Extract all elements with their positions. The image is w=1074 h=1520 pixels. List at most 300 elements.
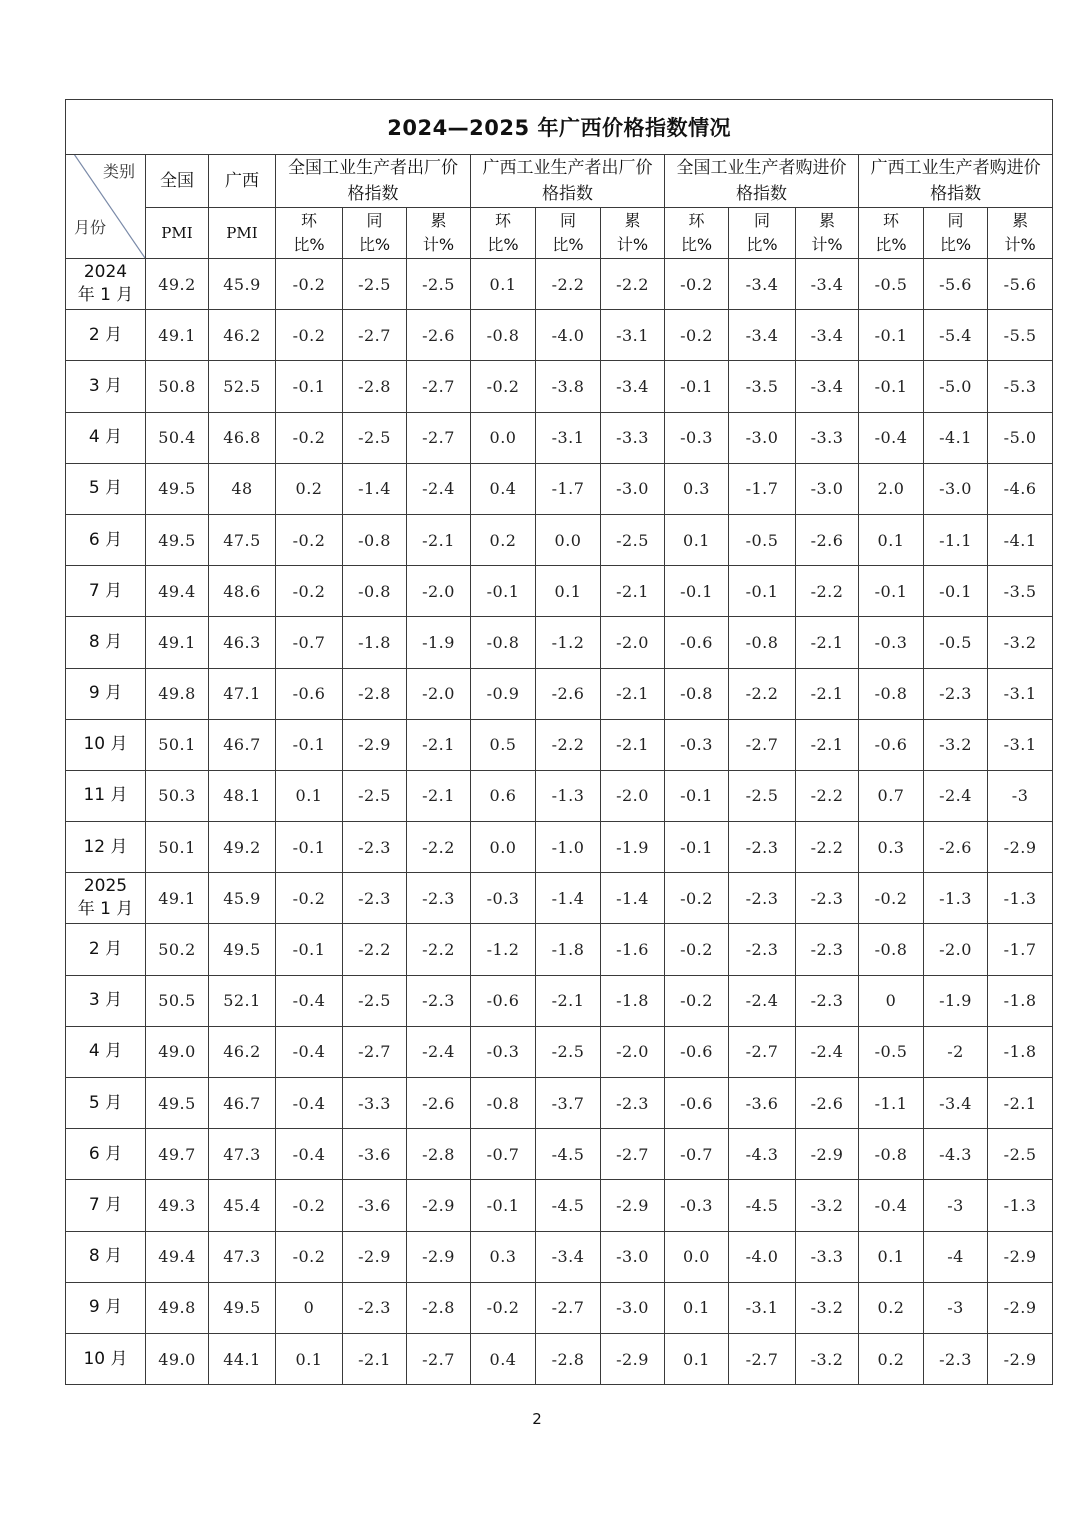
value-cell: -1.9 — [407, 617, 471, 668]
value-cell: -2.1 — [796, 719, 859, 770]
value-cell: -2.5 — [343, 770, 407, 821]
subheader-cum — [601, 208, 665, 259]
value-cell: -3 — [924, 1282, 988, 1333]
value-cell: 49.5 — [209, 924, 276, 975]
value-cell: -2.9 — [988, 1282, 1053, 1333]
value-cell: -0.6 — [471, 975, 536, 1026]
subheader-yoy-line: 比% — [746, 235, 778, 254]
subheader-cum-line: 计% — [616, 235, 649, 254]
value-cell: 46.8 — [209, 412, 276, 463]
value-cell: -0.3 — [665, 412, 729, 463]
value-cell: 0.1 — [665, 514, 729, 565]
value-cell: 44.1 — [209, 1333, 276, 1384]
value-cell: 47.1 — [209, 668, 276, 719]
value-cell: -3.0 — [601, 1231, 665, 1282]
value-cell: -0.3 — [665, 1180, 729, 1231]
value-cell: 48.1 — [209, 770, 276, 821]
header-group-guangxi-input: 广西工业生产者购进价格指数 — [859, 155, 1053, 208]
value-cell: -0.1 — [471, 566, 536, 617]
value-cell: -2.3 — [343, 873, 407, 924]
value-cell: 0.3 — [859, 822, 924, 873]
value-cell: -0.8 — [859, 668, 924, 719]
value-cell: -0.6 — [859, 719, 924, 770]
value-cell: 46.7 — [209, 1078, 276, 1129]
table-row — [66, 259, 1053, 310]
value-cell: 50.8 — [146, 361, 209, 412]
value-cell: -2.4 — [407, 463, 471, 514]
header-guangxi-pmi: 广西 — [209, 155, 276, 208]
value-cell: -3.0 — [729, 412, 796, 463]
subheader-yoy — [536, 208, 601, 259]
value-cell: -2.8 — [536, 1333, 601, 1384]
month-label: 8 月 — [88, 1246, 123, 1267]
value-cell: -2.3 — [924, 1333, 988, 1384]
value-cell: -2.5 — [729, 770, 796, 821]
month-cell — [66, 1333, 146, 1384]
value-cell: -1.8 — [601, 975, 665, 1026]
value-cell: -3.3 — [343, 1078, 407, 1129]
subheader-cum-line: 计% — [811, 235, 843, 254]
value-cell: -3.0 — [796, 463, 859, 514]
value-cell: 0.4 — [471, 463, 536, 514]
value-cell: -5.0 — [924, 361, 988, 412]
subheader-mom-line: 环 — [688, 211, 705, 230]
subheader-yoy — [924, 208, 988, 259]
value-cell: -2.5 — [536, 1026, 601, 1077]
value-cell: -2.7 — [343, 310, 407, 361]
value-cell: -1.7 — [988, 924, 1053, 975]
value-cell: 0.5 — [471, 719, 536, 770]
value-cell: -0.2 — [471, 1282, 536, 1333]
value-cell: 49.2 — [209, 822, 276, 873]
month-label: 2025 — [83, 876, 128, 897]
price-index-table — [65, 99, 1053, 1385]
value-cell: -0.4 — [276, 1026, 343, 1077]
header-pmi-guangxi: PMI — [209, 208, 276, 259]
table-row — [66, 1282, 1053, 1333]
value-cell: -0.5 — [924, 617, 988, 668]
table-row — [66, 412, 1053, 463]
value-cell: -0.5 — [859, 259, 924, 310]
subheader-mom-line: 比% — [487, 235, 519, 254]
value-cell: -2.7 — [407, 412, 471, 463]
value-cell: -0.6 — [665, 1026, 729, 1077]
value-cell: -0.2 — [276, 310, 343, 361]
value-cell: 0.1 — [276, 770, 343, 821]
value-cell: -3.4 — [924, 1078, 988, 1129]
subheader-cum-line: 累 — [430, 211, 447, 230]
value-cell: -4.3 — [729, 1129, 796, 1180]
value-cell: -3.1 — [601, 310, 665, 361]
value-cell: -2.6 — [924, 822, 988, 873]
corner-month-label: 月份 — [74, 218, 107, 237]
month-cell — [66, 310, 146, 361]
month-cell — [66, 719, 146, 770]
value-cell: -0.8 — [471, 617, 536, 668]
value-cell: -3.4 — [601, 361, 665, 412]
value-cell: 49.4 — [146, 566, 209, 617]
month-cell — [66, 924, 146, 975]
value-cell: -0.2 — [665, 924, 729, 975]
month-cell — [66, 770, 146, 821]
subheader-yoy-line: 比% — [358, 235, 391, 254]
value-cell: -0.3 — [471, 873, 536, 924]
value-cell: 49.5 — [146, 514, 209, 565]
month-cell — [66, 1078, 146, 1129]
value-cell: -2.7 — [407, 1333, 471, 1384]
subheader-mom — [665, 208, 729, 259]
subheader-mom-line: 比% — [680, 235, 713, 254]
value-cell: -3.4 — [796, 310, 859, 361]
value-cell: -2.2 — [343, 924, 407, 975]
value-cell: 49.0 — [146, 1333, 209, 1384]
value-cell: -5.6 — [988, 259, 1053, 310]
value-cell: -3.1 — [988, 668, 1053, 719]
value-cell: 49.7 — [146, 1129, 209, 1180]
value-cell: -0.7 — [471, 1129, 536, 1180]
table-row — [66, 1333, 1053, 1384]
value-cell: -5.0 — [988, 412, 1053, 463]
value-cell: -2.3 — [729, 873, 796, 924]
value-cell: -2 — [924, 1026, 988, 1077]
value-cell: -0.8 — [471, 310, 536, 361]
value-cell: -3.2 — [796, 1333, 859, 1384]
table-body — [66, 259, 1053, 1385]
value-cell: -0.3 — [859, 617, 924, 668]
value-cell: 49.1 — [146, 310, 209, 361]
value-cell: -2.1 — [407, 514, 471, 565]
subheader-yoy — [729, 208, 796, 259]
month-label: 7 月 — [88, 580, 123, 601]
table-row — [66, 1026, 1053, 1077]
value-cell: -3.5 — [729, 361, 796, 412]
value-cell: 0.0 — [471, 822, 536, 873]
value-cell: -2.5 — [343, 975, 407, 1026]
month-cell — [66, 668, 146, 719]
value-cell: -4.3 — [924, 1129, 988, 1180]
value-cell: -2.9 — [343, 719, 407, 770]
header-group-guangxi-output: 广西工业生产者出厂价格指数 — [471, 155, 665, 208]
value-cell: -2.3 — [796, 924, 859, 975]
value-cell: -2.7 — [729, 719, 796, 770]
value-cell: -2.8 — [343, 361, 407, 412]
table-title: 2024—2025 年广西价格指数情况 — [66, 100, 1053, 155]
value-cell: 47.5 — [209, 514, 276, 565]
table-row — [66, 1078, 1053, 1129]
value-cell: -0.4 — [859, 1180, 924, 1231]
subheader-yoy-line: 比% — [552, 235, 584, 254]
value-cell: -5.5 — [988, 310, 1053, 361]
header-group-national-input: 全国工业生产者购进价格指数 — [665, 155, 859, 208]
value-cell: -0.6 — [276, 668, 343, 719]
value-cell: -0.2 — [665, 873, 729, 924]
value-cell: -2.0 — [601, 1026, 665, 1077]
value-cell: -2.9 — [796, 1129, 859, 1180]
subheader-yoy-line: 同 — [947, 211, 964, 230]
value-cell: -1.9 — [601, 822, 665, 873]
value-cell: -1.1 — [859, 1078, 924, 1129]
value-cell: -3.6 — [729, 1078, 796, 1129]
header-national-pmi: 全国 — [146, 155, 209, 208]
value-cell: -0.2 — [276, 412, 343, 463]
value-cell: -1.3 — [988, 873, 1053, 924]
value-cell: -1.8 — [536, 924, 601, 975]
value-cell: -2.1 — [407, 719, 471, 770]
value-cell: -2.5 — [343, 259, 407, 310]
value-cell: 0.4 — [471, 1333, 536, 1384]
value-cell: -2.7 — [729, 1333, 796, 1384]
value-cell: 52.1 — [209, 975, 276, 1026]
value-cell: -3.4 — [796, 259, 859, 310]
table-row — [66, 514, 1053, 565]
value-cell: -2.3 — [343, 822, 407, 873]
value-cell: -1.4 — [536, 873, 601, 924]
value-cell: 0.3 — [471, 1231, 536, 1282]
value-cell: -5.4 — [924, 310, 988, 361]
value-cell: -3.6 — [343, 1129, 407, 1180]
month-label: 9 月 — [88, 1297, 123, 1318]
value-cell: 49.5 — [146, 463, 209, 514]
value-cell: -2.5 — [601, 514, 665, 565]
subheader-mom — [471, 208, 536, 259]
value-cell: -2.1 — [796, 617, 859, 668]
table-row — [66, 1231, 1053, 1282]
value-cell: -2.2 — [796, 822, 859, 873]
value-cell: -2.0 — [601, 617, 665, 668]
value-cell: -2.1 — [536, 975, 601, 1026]
value-cell: -3.3 — [796, 1231, 859, 1282]
month-label: 11 月 — [83, 785, 128, 806]
value-cell: -0.2 — [276, 514, 343, 565]
value-cell: -1.7 — [536, 463, 601, 514]
month-label: 4 月 — [88, 1041, 123, 1062]
value-cell: -3.6 — [343, 1180, 407, 1231]
value-cell: -2.0 — [601, 770, 665, 821]
value-cell: -2.1 — [601, 719, 665, 770]
value-cell: -2.3 — [796, 873, 859, 924]
value-cell: 49.2 — [146, 259, 209, 310]
value-cell: 49.4 — [146, 1231, 209, 1282]
value-cell: -3.1 — [988, 719, 1053, 770]
value-cell: -2.1 — [343, 1333, 407, 1384]
value-cell: -1.3 — [988, 1180, 1053, 1231]
value-cell: -0.3 — [665, 719, 729, 770]
value-cell: -2.4 — [796, 1026, 859, 1077]
value-cell: -5.6 — [924, 259, 988, 310]
table-row — [66, 1129, 1053, 1180]
value-cell: -2.3 — [601, 1078, 665, 1129]
value-cell: -0.6 — [665, 617, 729, 668]
value-cell: -2.1 — [407, 770, 471, 821]
value-cell: -0.1 — [859, 310, 924, 361]
value-cell: -3.2 — [796, 1180, 859, 1231]
month-cell — [66, 873, 146, 924]
subheader-cum-line: 累 — [624, 211, 641, 230]
month-label: 10 月 — [83, 1348, 128, 1369]
table-row — [66, 361, 1053, 412]
value-cell: -0.4 — [276, 1078, 343, 1129]
table-row — [66, 975, 1053, 1026]
value-cell: 49.3 — [146, 1180, 209, 1231]
subheader-yoy-line: 同 — [753, 211, 770, 230]
table-row — [66, 617, 1053, 668]
value-cell: 0.2 — [859, 1333, 924, 1384]
subheader-yoy-line: 同 — [366, 211, 383, 230]
value-cell: 48 — [209, 463, 276, 514]
value-cell: -0.1 — [859, 361, 924, 412]
value-cell: -1.2 — [471, 924, 536, 975]
value-cell: 0.0 — [471, 412, 536, 463]
value-cell: -2.5 — [343, 412, 407, 463]
value-cell: 0.2 — [276, 463, 343, 514]
header-group-national-output: 全国工业生产者出厂价格指数 — [276, 155, 471, 208]
month-cell — [66, 617, 146, 668]
value-cell: -3.7 — [536, 1078, 601, 1129]
value-cell: 2.0 — [859, 463, 924, 514]
subheader-cum-line: 计% — [422, 235, 455, 254]
value-cell: 45.4 — [209, 1180, 276, 1231]
value-cell: -0.2 — [276, 566, 343, 617]
value-cell: -3.1 — [729, 1282, 796, 1333]
value-cell: -2.3 — [407, 873, 471, 924]
month-cell — [66, 361, 146, 412]
value-cell: 50.3 — [146, 770, 209, 821]
value-cell: -0.8 — [343, 566, 407, 617]
value-cell: 0.2 — [859, 1282, 924, 1333]
value-cell: 0.7 — [859, 770, 924, 821]
value-cell: 49.1 — [146, 873, 209, 924]
value-cell: -2.9 — [407, 1180, 471, 1231]
value-cell: -2.2 — [536, 719, 601, 770]
value-cell: -1.7 — [729, 463, 796, 514]
table-row — [66, 566, 1053, 617]
value-cell: 49.5 — [209, 1282, 276, 1333]
subheader-cum-line: 计% — [1004, 235, 1036, 254]
value-cell: 49.8 — [146, 668, 209, 719]
value-cell: -2.7 — [407, 361, 471, 412]
subheader-mom-line: 环 — [494, 211, 511, 230]
month-label: 2 月 — [88, 324, 123, 345]
value-cell: 46.3 — [209, 617, 276, 668]
value-cell: 0 — [276, 1282, 343, 1333]
subheader-cum — [407, 208, 471, 259]
value-cell: -0.8 — [859, 1129, 924, 1180]
month-label: 5 月 — [88, 1092, 123, 1113]
value-cell: -1.4 — [343, 463, 407, 514]
value-cell: 0.0 — [665, 1231, 729, 1282]
value-cell: -0.3 — [471, 1026, 536, 1077]
value-cell: -0.1 — [665, 770, 729, 821]
value-cell: -3.0 — [601, 1282, 665, 1333]
value-cell: 0.1 — [536, 566, 601, 617]
value-cell: -1.8 — [343, 617, 407, 668]
month-cell — [66, 1026, 146, 1077]
value-cell: -0.4 — [276, 1129, 343, 1180]
subheader-mom — [859, 208, 924, 259]
month-cell — [66, 412, 146, 463]
value-cell: -2.3 — [729, 822, 796, 873]
value-cell: -0.1 — [276, 924, 343, 975]
value-cell: 47.3 — [209, 1231, 276, 1282]
value-cell: -2.2 — [796, 770, 859, 821]
value-cell: -2.2 — [536, 259, 601, 310]
corner-header — [66, 155, 146, 259]
value-cell: -0.1 — [665, 822, 729, 873]
value-cell: -2.3 — [796, 975, 859, 1026]
month-label: 7 月 — [88, 1194, 123, 1215]
value-cell: -2.1 — [796, 668, 859, 719]
value-cell: -2.2 — [601, 259, 665, 310]
month-label: 年 1 月 — [77, 899, 134, 920]
value-cell: 52.5 — [209, 361, 276, 412]
month-label: 10 月 — [83, 734, 128, 755]
subheader-yoy-line: 同 — [559, 211, 576, 230]
value-cell: -1.3 — [536, 770, 601, 821]
value-cell: -2.6 — [796, 514, 859, 565]
value-cell: -2.1 — [988, 1078, 1053, 1129]
value-cell: -3.4 — [729, 310, 796, 361]
value-cell: -2.0 — [407, 668, 471, 719]
month-label: 3 月 — [88, 990, 123, 1011]
value-cell: -1.4 — [601, 873, 665, 924]
value-cell: -5.3 — [988, 361, 1053, 412]
value-cell: -0.5 — [729, 514, 796, 565]
value-cell: -0.4 — [276, 975, 343, 1026]
value-cell: -0.1 — [276, 361, 343, 412]
value-cell: -2.2 — [407, 822, 471, 873]
value-cell: -1.2 — [536, 617, 601, 668]
value-cell: 0.3 — [665, 463, 729, 514]
value-cell: -0.5 — [859, 1026, 924, 1077]
month-label: 5 月 — [88, 478, 123, 499]
value-cell: 49.8 — [146, 1282, 209, 1333]
value-cell: -0.1 — [276, 719, 343, 770]
value-cell: -1.3 — [924, 873, 988, 924]
table-row — [66, 668, 1053, 719]
value-cell: -2.5 — [407, 259, 471, 310]
page-number: 2 — [532, 1410, 542, 1428]
value-cell: 0.2 — [471, 514, 536, 565]
value-cell: -0.2 — [276, 259, 343, 310]
value-cell: -2.9 — [407, 1231, 471, 1282]
value-cell: -0.2 — [665, 310, 729, 361]
value-cell: -1.8 — [988, 975, 1053, 1026]
value-cell: -2.3 — [407, 975, 471, 1026]
value-cell: -2.6 — [536, 668, 601, 719]
month-cell — [66, 975, 146, 1026]
month-label: 8 月 — [88, 631, 123, 652]
value-cell: -2.7 — [536, 1282, 601, 1333]
value-cell: -2.5 — [988, 1129, 1053, 1180]
value-cell: -1.9 — [924, 975, 988, 1026]
value-cell: -4.6 — [988, 463, 1053, 514]
value-cell: -3.3 — [796, 412, 859, 463]
value-cell: -2.1 — [601, 668, 665, 719]
value-cell: 0.0 — [536, 514, 601, 565]
value-cell: -2.2 — [407, 924, 471, 975]
value-cell: -2.6 — [796, 1078, 859, 1129]
value-cell: -2.9 — [343, 1231, 407, 1282]
value-cell: -2.4 — [924, 770, 988, 821]
value-cell: -3.5 — [988, 566, 1053, 617]
value-cell: -2.9 — [988, 1231, 1053, 1282]
value-cell: 50.1 — [146, 822, 209, 873]
value-cell: -2.7 — [601, 1129, 665, 1180]
value-cell: -3.4 — [729, 259, 796, 310]
value-cell: -2.4 — [407, 1026, 471, 1077]
header-pmi-national: PMI — [146, 208, 209, 259]
value-cell: -4.1 — [924, 412, 988, 463]
